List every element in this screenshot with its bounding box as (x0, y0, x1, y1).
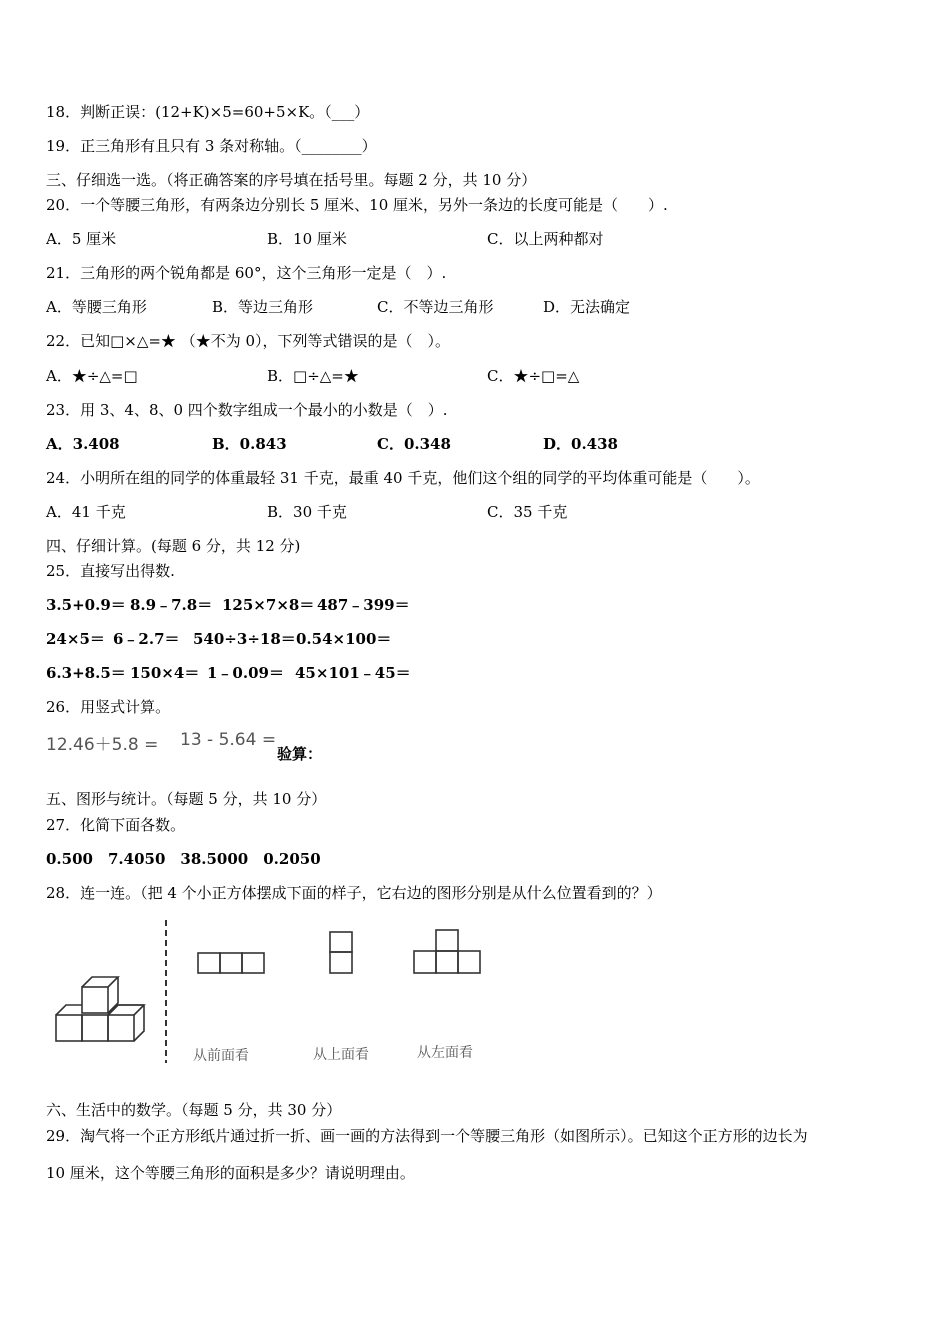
calc-item: 125×7×8＝ (222, 596, 315, 614)
question-27-values: 0.500 7.4050 38.5000 0.2050 (46, 850, 321, 868)
calc-item: 8.9﹣7.8＝ (130, 596, 213, 614)
question-23-option-d: D．0.438 (543, 435, 618, 453)
view-label-top: 从上面看 (313, 1047, 369, 1063)
calc-item: 0.54×100＝ (296, 630, 392, 648)
section-6-heading: 六、生活中的数学。（每题 5 分，共 30 分） (46, 1101, 342, 1119)
calc-item: 487﹣399＝ (317, 596, 410, 614)
cube-stack-drawing (56, 977, 144, 1041)
question-21-option-a: A．等腰三角形 (46, 298, 147, 316)
question-29-line-1: 29．淘气将一个正方形纸片通过折一折、画一画的方法得到一个等腰三角形（如图所示）。已知这个正方形的边长为 (46, 1127, 808, 1145)
check-label: 验算： (277, 745, 323, 763)
question-28-stem: 28．连一连。（把 4 个小正方体摆成下面的样子，它右边的图形分别是从什么位置看到的？） (46, 884, 662, 902)
question-22-stem: 22．已知□×△=★ （★不为 0），下列等式错误的是（ ）。 (46, 332, 451, 350)
question-24-option-a: A．41 千克 (46, 503, 126, 521)
view-label-left: 从左面看 (417, 1045, 473, 1061)
section-3-heading: 三、仔细选一选。（将正确答案的序号填在括号里。每题 2 分，共 10 分） (46, 171, 537, 189)
section-4-heading: 四、仔细计算。(每题 6 分，共 12 分) (46, 537, 301, 555)
question-22-option-a: A．★÷△=□ (46, 367, 138, 385)
question-20-option-c: C．以上两种都对 (487, 230, 604, 248)
question-23-option-b: B．0.843 (212, 435, 287, 453)
question-21-option-c: C．不等边三角形 (377, 298, 494, 316)
question-20-option-b: B．10 厘米 (267, 230, 347, 248)
vertical-calc-expr-2: 13 - 5.64 = (180, 730, 277, 750)
question-18: 18．判断正误：(12+K)×5=60+5×K。（___） (46, 103, 370, 121)
calc-item: 45×101﹣45＝ (295, 664, 411, 682)
question-23-option-a: A．3.408 (46, 435, 120, 453)
question-24-stem: 24．小明所在组的同学的体重最轻 31 千克，最重 40 千克，他们这个组的同学的平均体重可能是（ ）。 (46, 469, 760, 487)
question-20-option-a: A．5 厘米 (46, 230, 117, 248)
question-21-option-b: B．等边三角形 (212, 298, 314, 316)
question-22-option-b: B．□÷△=★ (267, 367, 359, 385)
question-23-option-c: C．0.348 (377, 435, 451, 453)
calc-item: 150×4＝ (130, 664, 200, 682)
question-26-stem: 26．用竖式计算。 (46, 698, 171, 716)
calc-item: 24×5＝ (46, 630, 105, 648)
question-21-stem: 21．三角形的两个锐角都是 60°，这个三角形一定是（ ）. (46, 264, 447, 282)
vertical-calc-expr-1: 12.46＋5.8 = (46, 735, 159, 755)
question-25-stem: 25．直接写出得数. (46, 562, 175, 580)
front-view-drawing (198, 953, 264, 973)
question-29-line-2: 10 厘米，这个等腰三角形的面积是多少？请说明理由。 (46, 1164, 415, 1182)
question-19: 19．正三角形有且只有 3 条对称轴。（________） (46, 137, 377, 155)
question-20-stem: 20．一个等腰三角形，有两条边分别长 5 厘米、10 厘米，另外一条边的长度可能是（ ）. (46, 196, 668, 214)
question-22-option-c: C．★÷□=△ (487, 367, 580, 385)
calc-item: 3.5+0.9＝ (46, 596, 126, 614)
calc-item: 1﹣0.09＝ (207, 664, 284, 682)
calc-item: 540÷3÷18＝ (193, 630, 296, 648)
top-view-drawing (330, 932, 352, 973)
question-21-option-d: D．无法确定 (543, 298, 631, 316)
question-27-stem: 27．化简下面各数。 (46, 816, 186, 834)
view-label-front: 从前面看 (193, 1048, 249, 1064)
left-view-drawing (414, 930, 480, 973)
calc-item: 6﹣2.7＝ (113, 630, 180, 648)
section-5-heading: 五、图形与统计。（每题 5 分，共 10 分） (46, 790, 327, 808)
question-24-option-b: B．30 千克 (267, 503, 347, 521)
question-23-stem: 23．用 3、4、8、0 四个数字组成一个最小的小数是（ ）. (46, 401, 448, 419)
question-24-option-c: C．35 千克 (487, 503, 568, 521)
calc-item: 6.3+8.5＝ (46, 664, 126, 682)
